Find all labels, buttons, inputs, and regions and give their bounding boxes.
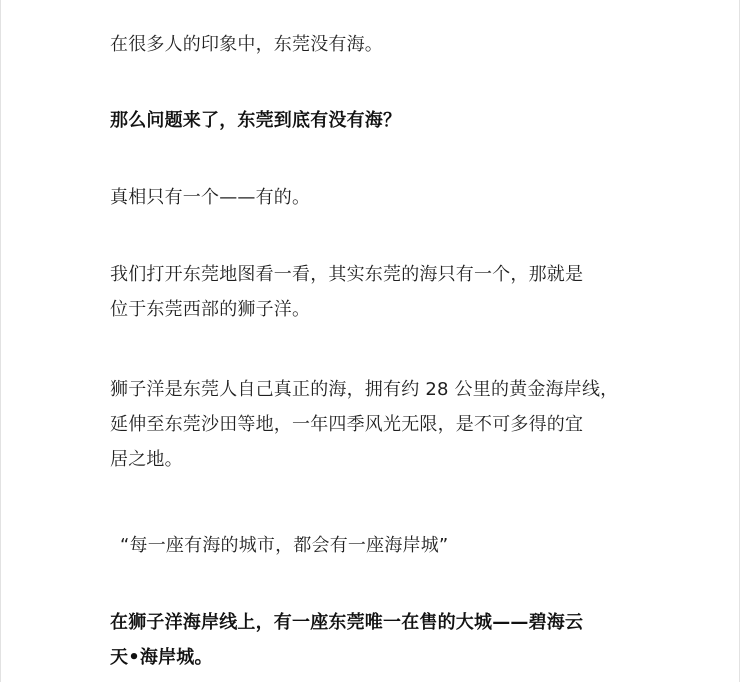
paragraph-7-line-1: 在狮子洋海岸线上，有一座东莞唯一在售的大城——碧海云: [110, 612, 584, 633]
paragraph-3-line-1: 真相只有一个——有的。: [110, 187, 311, 208]
paragraph-3: [110, 180, 310, 215]
paragraph-4: [110, 257, 583, 327]
paragraph-7-line-2: 天•海岸城。: [110, 647, 213, 668]
paragraph-2-line-1: 那么问题来了，东莞到底有没有海？: [110, 110, 402, 131]
paragraph-5: [110, 372, 618, 477]
paragraph-7-bold: [110, 605, 583, 675]
paragraph-5-line-3: 居之地。: [110, 449, 183, 470]
quote-paragraph: [120, 528, 448, 563]
paragraph-5-line-2: 延伸至东莞沙田等地，一年四季风光无限，是不可多得的宜: [110, 414, 584, 435]
paragraph-2-bold: [110, 103, 401, 138]
paragraph-1-line-1: 在很多人的印象中，东莞没有海。: [110, 34, 383, 55]
page-left-border: [0, 0, 1, 682]
paragraph-5-line-1: 狮子洋是东莞人自己真正的海，拥有约 28 公里的黄金海岸线，: [110, 379, 619, 400]
quote-line-1: “每一座有海的城市，都会有一座海岸城”: [120, 535, 449, 556]
paragraph-1: [110, 27, 383, 62]
paragraph-4-line-1: 我们打开东莞地图看一看，其实东莞的海只有一个，那就是: [110, 264, 584, 285]
paragraph-4-line-2: 位于东莞西部的狮子洋。: [110, 299, 311, 320]
